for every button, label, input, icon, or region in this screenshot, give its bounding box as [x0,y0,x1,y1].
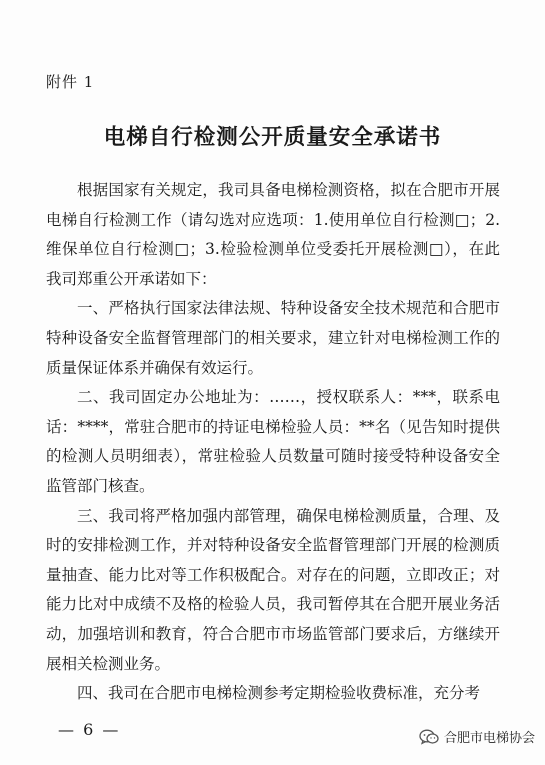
commitment-3-paragraph: 三、我司将严格加强内部管理，确保电梯检测质量，合理、及时的安排检测工作，并对特种设备安全监督管理部门开展的检测质量抽查、能力比对等工作积极配合。对存在的问题，立即改正；对能力比对中成绩不及格的检验人员，我司暂停其在合肥开展业务活动，加强培训和教育，符合合肥市市场监管部门要求后，方继续开展相关检测业务。 [46,506,500,673]
attachment-label: 附件 1 [46,73,95,91]
commitment-2-paragraph: 二、我司固定办公地址为：……，授权联系人：***，联系电话：****，常驻合肥市的持证电梯检验人员：**名（见告知时提供的检测人员明细表），常驻检验人员数量可随时接受特种设备安全监管部门核查。 [46,388,500,495]
intro-paragraph: 根据国家有关规定，我司具备电梯检测资格，拟在合肥市开展电梯自行检测工作（请勾选对应选项：1.使用单位自行检测□；2.维保单位自行检测□；3.检验检测单位受委托开展检测□），在此我司郑重公开承诺如下： [46,181,500,288]
document-title: 电梯自行检测公开质量安全承诺书 [103,125,442,150]
wechat-icon [419,729,439,745]
document-body [46,176,500,709]
watermark [419,727,535,746]
watermark-text: 合肥市电梯协会 [443,731,535,746]
commitment-4-paragraph: 四、我司在合肥市电梯检测参考定期检验收费标准，充分考 [77,684,481,703]
commitment-1-paragraph: 一、严格执行国家法律法规、特种设备安全技术规范和合肥市特种设备安全监督管理部门的相关要求，建立针对电梯检测工作的质量保证体系并确保有效运行。 [46,299,500,377]
page-number: — 6 — [58,720,121,739]
